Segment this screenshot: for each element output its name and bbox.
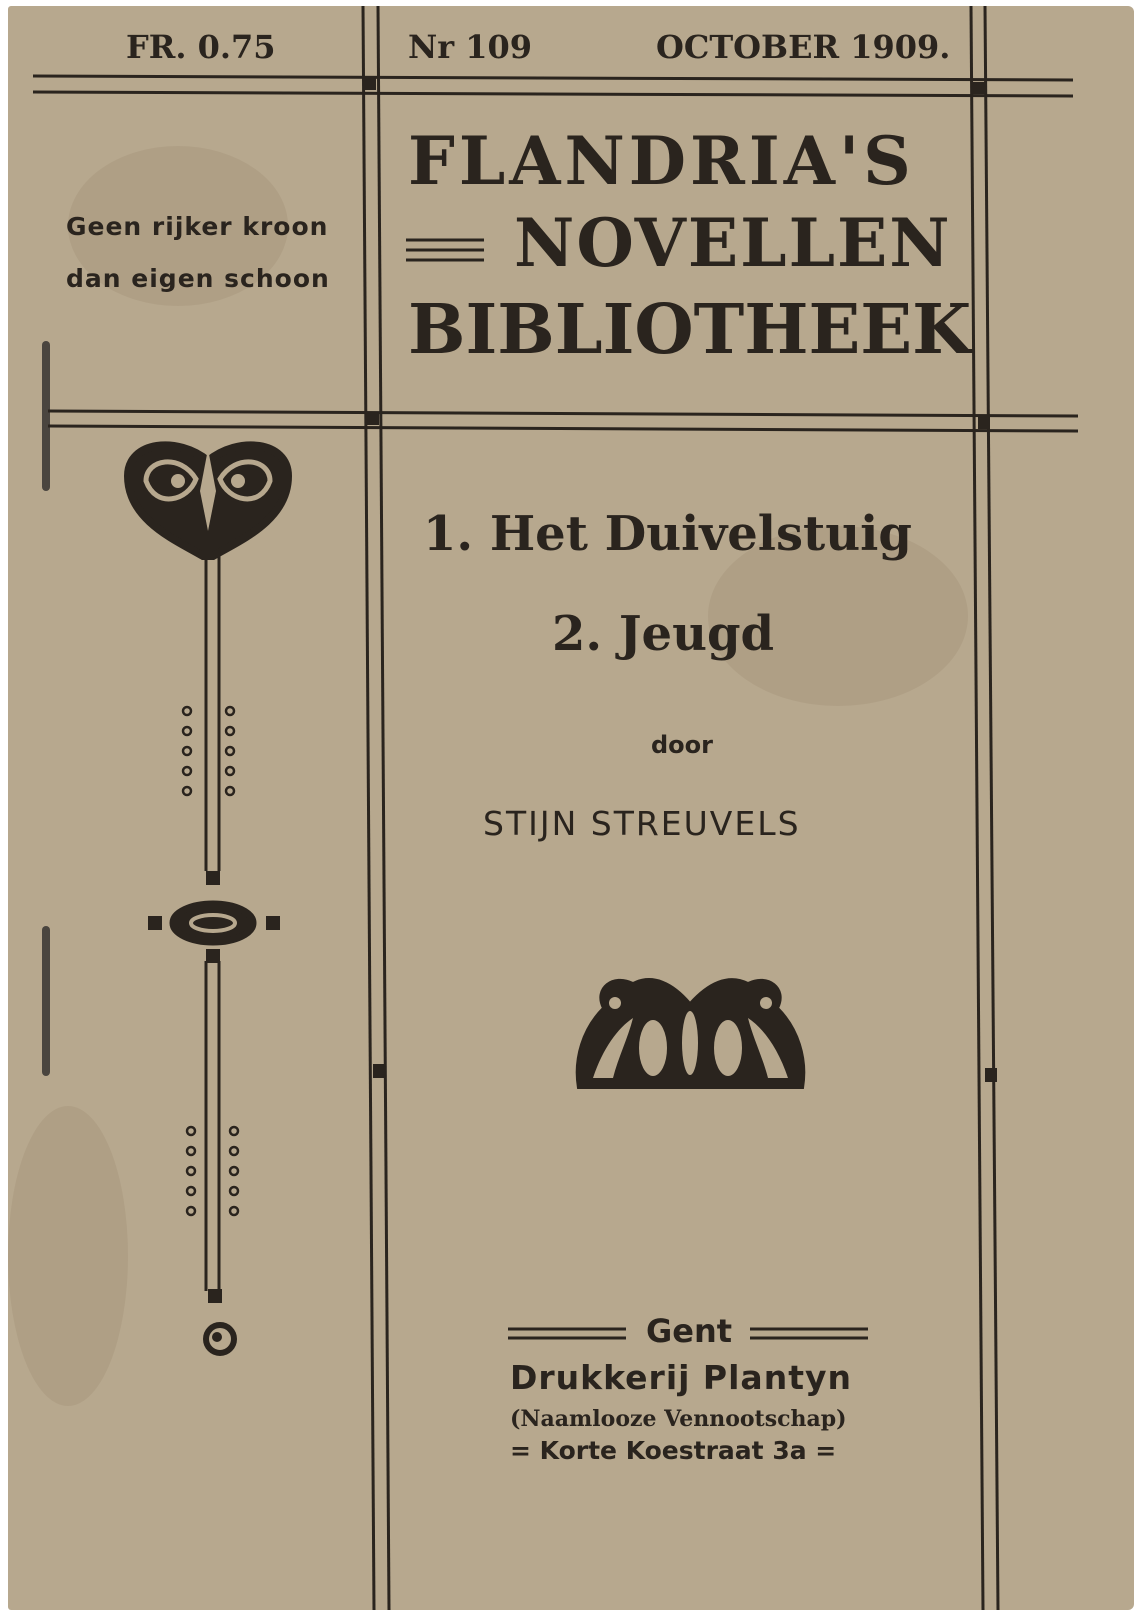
author-by-label: door	[651, 731, 713, 759]
series-title-line-2: NOVELLEN	[514, 204, 952, 282]
story-title-2: 2. Jeugd	[552, 606, 775, 662]
publisher-address-line	[510, 1436, 836, 1465]
motto-line-2: dan eigen schoon	[66, 264, 330, 293]
publisher-company-type: (Naamlooze Vennootschap)	[510, 1406, 847, 1432]
story-title-1: 1. Het Duivelstuig	[423, 506, 912, 562]
art-nouveau-ornament	[118, 431, 298, 1361]
vignette-ornament	[573, 968, 808, 1093]
issue-number: Nr 109	[408, 28, 533, 66]
motto-line-1: Geen rijker kroon	[66, 212, 329, 241]
rule-mark: =	[510, 1436, 540, 1465]
publisher-city: Gent	[646, 1312, 733, 1350]
series-title-line-1: FLANDRIA'S	[408, 122, 915, 200]
publisher-address: Korte Koestraat 3a	[539, 1436, 807, 1465]
series-title-line-3: BIBLIOTHEEK	[408, 290, 972, 370]
rule-mark: =	[806, 1436, 837, 1465]
issue-date: OCTOBER 1909.	[656, 28, 951, 66]
book-cover	[8, 6, 1134, 1610]
publisher-name: Drukkerij Plantyn	[510, 1358, 852, 1397]
price-label: FR. 0.75	[126, 28, 276, 66]
author-name: STIJN STREUVELS	[483, 804, 801, 843]
decorative-rules	[406, 236, 486, 266]
